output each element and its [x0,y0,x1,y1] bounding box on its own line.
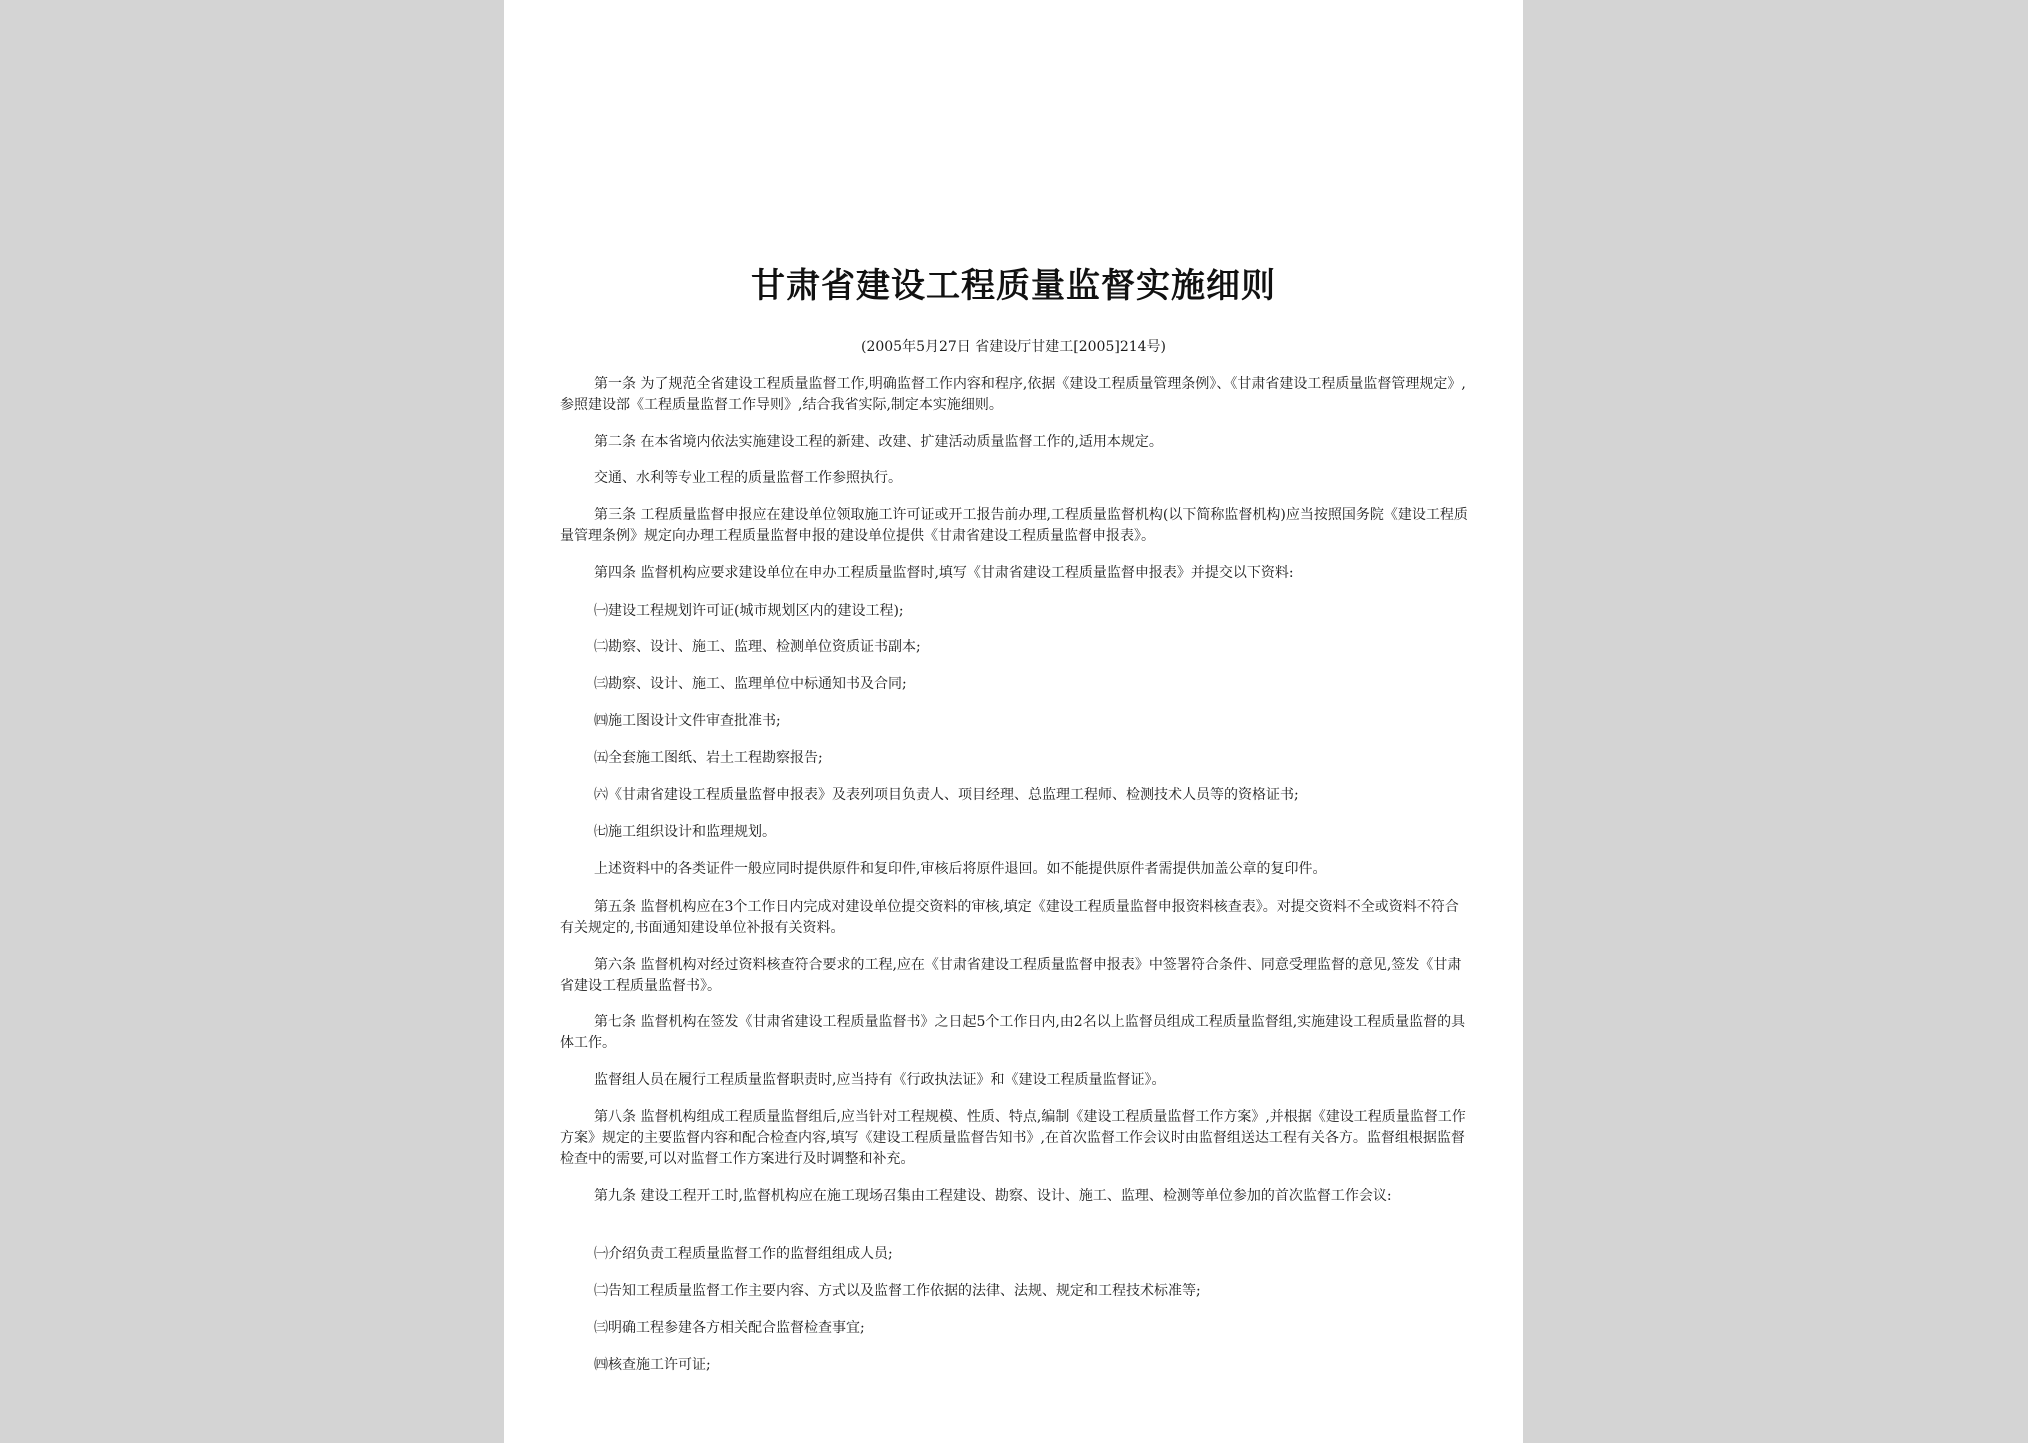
document-page [504,0,1523,1443]
paragraph: 交通、水利等专业工程的质量监督工作参照执行。 [594,470,902,486]
list-item: ㈦施工组织设计和监理规划。 [594,824,776,840]
list-item: ㈢勘察、设计、施工、监理单位中标通知书及合同; [594,676,907,692]
article-9: 第九条 建设工程开工时,监督机构应在施工现场召集由工程建设、勘察、设计、施工、监理、检测等单位参加的首次监督工作会议: [594,1188,1392,1204]
list-item: ㈡勘察、设计、施工、监理、检测单位资质证书副本; [594,639,921,655]
article-6: 第六条 监督机构对经过资料核查符合要求的工程,应在《甘肃省建设工程质量监督申报表》中签署符合条件、同意受理监督的意见,签发《甘肃省建设工程质量监督书》。 [560,957,1462,994]
article-8: 第八条 监督机构组成工程质量监督组后,应当针对工程规模、性质、特点,编制《建设工程质量监督工作方案》,并根据《建设工程质量监督工作方案》规定的主要监督内容和配合检查内容,填写《建设工程质量监督告知书》,在首次监督工作会议时由监督组送达工程有关各方。监督组根据监督检查中的需要,可以对监督工作方案进行及时调整和补充。 [560,1109,1466,1167]
list-item: ㈠建设工程规划许可证(城市规划区内的建设工程); [594,603,904,619]
article-5: 第五条 监督机构应在3个工作日内完成对建设单位提交资料的审核,填定《建设工程质量监督申报资料核查表》。对提交资料不全或资料不符合有关规定的,书面通知建设单位补报有关资料。 [560,899,1459,936]
article-7: 第七条 监督机构在签发《甘肃省建设工程质量监督书》之日起5个工作日内,由2名以上监督员组成工程质量监督组,实施建设工程质量监督的具体工作。 [560,1014,1466,1051]
list-item: ㈤全套施工图纸、岩土工程勘察报告; [594,750,823,766]
list-item: ㈠介绍负责工程质量监督工作的监督组组成人员; [594,1246,893,1262]
list-item: ㈡告知工程质量监督工作主要内容、方式以及监督工作依据的法律、法规、规定和工程技术标准等; [594,1283,1201,1299]
article-3: 第三条 工程质量监督申报应在建设单位领取施工许可证或开工报告前办理,工程质量监督机构(以下简称监督机构)应当按照国务院《建设工程质量管理条例》规定向办理工程质量监督申报的建设单位提供《甘肃省建设工程质量监督申报表》。 [560,507,1468,544]
document-subtitle: (2005年5月27日 省建设厅甘建工[2005]214号) [861,339,1166,355]
article-1: 第一条 为了规范全省建设工程质量监督工作,明确监督工作内容和程序,依据《建设工程质量管理条例》、《甘肃省建设工程质量监督管理规定》,参照建设部《工程质量监督工作导则》,结合我省实际,制定本实施细则。 [560,376,1466,413]
list-item: ㈢明确工程参建各方相关配合监督检查事宜; [594,1320,865,1336]
article-2: 第二条 在本省境内依法实施建设工程的新建、改建、扩建活动质量监督工作的,适用本规定。 [594,434,1163,450]
list-item: ㈥《甘肃省建设工程质量监督申报表》及表列项目负责人、项目经理、总监理工程师、检测技术人员等的资格证书; [594,787,1299,803]
article-4: 第四条 监督机构应要求建设单位在申办工程质量监督时,填写《甘肃省建设工程质量监督申报表》并提交以下资料: [594,565,1294,581]
list-item: ㈣核查施工许可证; [594,1357,711,1373]
paragraph: 监督组人员在履行工程质量监督职责时,应当持有《行政执法证》和《建设工程质量监督证》。 [594,1072,1166,1088]
paragraph: 上述资料中的各类证件一般应同时提供原件和复印件,审核后将原件退回。如不能提供原件者需提供加盖公章的复印件。 [594,861,1327,877]
list-item: ㈣施工图设计文件审查批准书; [594,713,781,729]
document-title: 甘肃省建设工程质量监督实施细则 [751,266,1276,306]
